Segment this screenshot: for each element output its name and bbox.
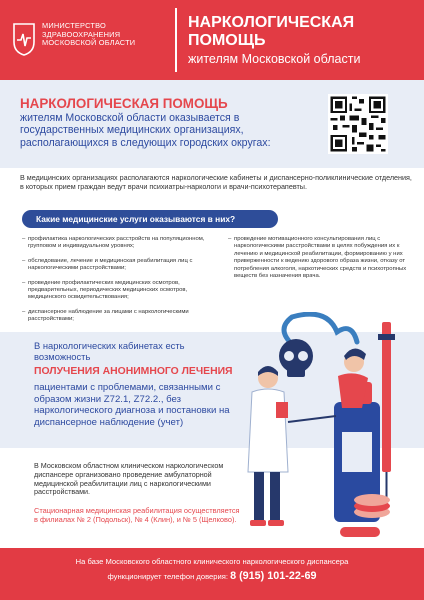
doctor-patient-illustration: [232, 312, 422, 544]
services-list-right: [228, 236, 420, 287]
rehab-paragraph: В Московском областном клиническом наркологическом диспансере организовано проведение амбулаторной медицинской реабилитации лиц с наркологическими расстройствами.: [34, 461, 224, 497]
stationary-rehab-paragraph: Стационарная медицинская реабилитация осуществляется в филиалах № 2 (Подольск), № 4 (Клин), и № 5 (Щелково).: [34, 506, 240, 524]
services-heading: Какие медицинские услуги оказываются в них?: [22, 210, 278, 228]
services-list-left: [22, 236, 217, 331]
qr-code-icon[interactable]: [328, 94, 388, 154]
header-banner: [0, 0, 424, 80]
hotline-phone[interactable]: 8 (915) 101-22-69: [230, 570, 317, 582]
ministry-crest-icon: [12, 22, 36, 56]
footer-banner: [0, 548, 424, 600]
ministry-logo: [12, 22, 135, 56]
anonymous-text: пациентами с проблемами, связанными с образом жизни Z72.1, Z72.2., без наркологического диагноза и постановки на диспансерное наблюдение (учет): [34, 382, 230, 428]
page-title: НАРКОЛОГИЧЕСКАЯ ПОМОЩЬ: [188, 14, 355, 49]
list-item: – профилактика наркологических расстройств на популяционном, групповом и индивидуальном уровнях;: [22, 236, 217, 251]
ministry-name: МИНИСТЕРСТВО ЗДРАВООХРАНЕНИЯ МОСКОВСКОЙ ОБЛАСТИ: [42, 21, 136, 48]
skull-icon: [279, 339, 313, 377]
intro-heading: НАРКОЛОГИЧЕСКАЯ ПОМОЩЬ: [20, 96, 228, 111]
doctor-figure: [248, 366, 288, 526]
list-item: – диспансерное наблюдение за лицами с наркологическими расстройствами;: [22, 309, 217, 324]
syringe-icon: [378, 322, 395, 497]
list-item: – обследование, лечение и медицинская реабилитация лиц с наркологическими расстройствами;: [22, 258, 217, 273]
footer-hotline: [0, 570, 424, 582]
patient-figure: [338, 348, 368, 408]
info-paragraph: В медицинских организациях располагаются наркологические кабинеты и диспансерно-поликлинические отделения, в которых прием граждан ведут врачи психиатры-наркологи и врачи-психотерапевты.: [20, 173, 412, 191]
anonymous-heading: ПОЛУЧЕНИЯ АНОНИМНОГО ЛЕЧЕНИЯ: [34, 366, 233, 377]
intro-text: жителям Московской области оказывается в государственных медицинских организациях, располагающихся в следующих городских округах:: [20, 112, 271, 149]
header-divider: [175, 8, 177, 72]
list-item: – проведение мотивационного консультирования лиц с наркологическими расстройствами в целях побуждения их к лечению и медицинской реабилитации, формированию у них приверженности к ведению здорового образа жизни, отказу от потребления алкоголя, наркотических средств и психотропных веществ без назначения врача.: [228, 236, 420, 280]
anonymous-intro: В наркологических кабинетах есть возможность: [34, 340, 185, 362]
hotline-label: функционирует телефон доверия:: [107, 572, 228, 581]
page-subtitle: жителям Московской области: [188, 52, 361, 66]
footer-text: На базе Московского областного клинического наркологического диспансера: [75, 557, 349, 566]
list-item: – проведение профилактических медицинских осмотров, предварительных, периодических медицинских осмотров, медицинского освидетельствования;: [22, 280, 217, 302]
